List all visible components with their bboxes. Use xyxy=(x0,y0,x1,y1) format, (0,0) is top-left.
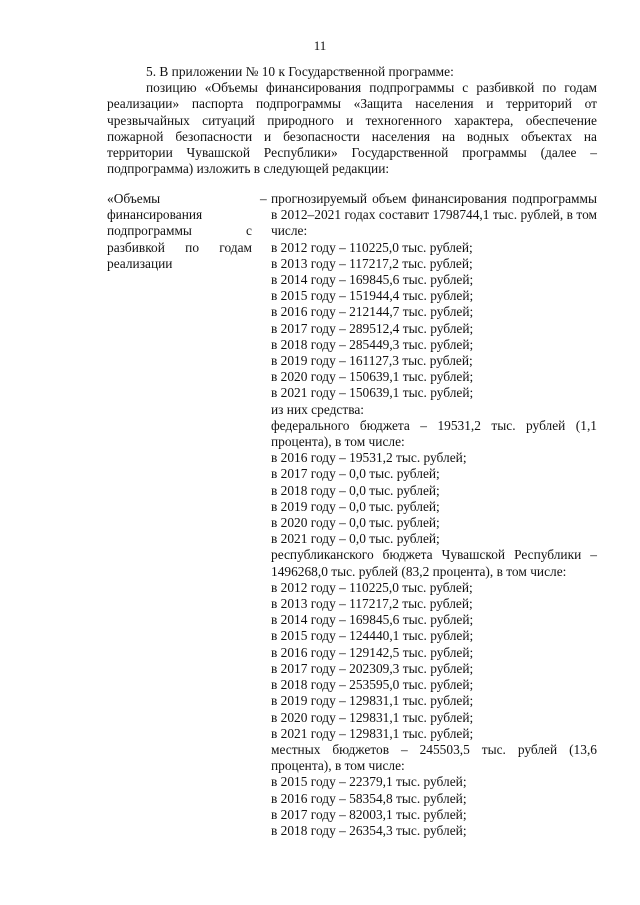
intro-heading: 5. В приложении № 10 к Государственной программе: xyxy=(146,64,454,79)
republic-budget-total: республиканского бюджета Чувашской Республики – 1496268,0 тыс. рублей (83,2 процента), в том числе: xyxy=(271,547,597,579)
funding-line: в 2020 году – 150639,1 тыс. рублей; xyxy=(271,369,474,385)
funding-line: в 2019 году – 0,0 тыс. рублей; xyxy=(271,498,440,514)
intro-body: позицию «Объемы финансирования подпрограммы с разбивкой по годам реализации» паспорта подпрограммы «Защита населения и территорий от чрезвычайных ситуаций природного и техногенного характера, обеспечение пожарной безопасности и безопасности населения на водных объектах на территории Чувашской Республики» Государственной программы (далее – подпрограмма) изложить в следующей редакции: xyxy=(107,80,597,177)
funding-line: в 2015 году – 124440,1 тыс. рублей; xyxy=(271,628,474,644)
funding-line: в 2013 году – 117217,2 тыс. рублей; xyxy=(271,255,473,271)
funding-line: в 2017 году – 289512,4 тыс. рублей; xyxy=(271,320,474,336)
funding-line: в 2014 году – 169845,6 тыс. рублей; xyxy=(271,612,474,628)
funding-line: в 2020 году – 129831,1 тыс. рублей; xyxy=(271,709,474,725)
funding-line: в 2016 году – 129142,5 тыс. рублей; xyxy=(271,644,474,660)
funding-line: в 2021 году – 0,0 тыс. рублей; xyxy=(271,531,440,547)
position-dash: – xyxy=(260,191,267,206)
funding-line: в 2016 году – 19531,2 тыс. рублей; xyxy=(271,450,467,466)
funding-line: в 2018 году – 285449,3 тыс. рублей; xyxy=(271,336,474,352)
funding-line: в 2017 году – 82003,1 тыс. рублей; xyxy=(271,806,467,822)
funding-line: в 2016 году – 212144,7 тыс. рублей; xyxy=(271,304,474,320)
position-label: «Объемы финансирования подпрограммы с разбивкой по годам реализации xyxy=(107,191,252,271)
funding-line: в 2018 году – 26354,3 тыс. рублей; xyxy=(271,822,467,838)
page-number: 11 xyxy=(313,38,327,53)
funding-line: в 2021 году – 150639,1 тыс. рублей; xyxy=(271,385,474,401)
local-budget-total: местных бюджетов – 245503,5 тыс. рублей (13,6 процента), в том числе: xyxy=(271,741,597,774)
funding-line: в 2015 году – 151944,4 тыс. рублей; xyxy=(271,288,474,304)
funding-line: в 2013 году – 117217,2 тыс. рублей; xyxy=(271,596,473,612)
funding-line: в 2021 году – 129831,1 тыс. рублей; xyxy=(271,725,474,741)
funding-line: в 2016 году – 58354,8 тыс. рублей; xyxy=(271,790,467,806)
funding-line: в 2012 году – 110225,0 тыс. рублей; xyxy=(271,239,473,255)
funding-line: в 2018 году – 253595,0 тыс. рублей; xyxy=(271,677,474,693)
funding-line: в 2017 году – 0,0 тыс. рублей; xyxy=(271,466,440,482)
funding-line: в 2012 году – 110225,0 тыс. рублей; xyxy=(271,579,473,595)
funding-line: в 2020 году – 0,0 тыс. рублей; xyxy=(271,515,440,531)
funding-total: прогнозируемый объем финансирования подпрограммы в 2012–2021 годах составит 1798744,1 тыс. рублей, в том числе: xyxy=(271,191,597,239)
funding-sources-heading: из них средства: xyxy=(271,401,365,417)
funding-line: в 2014 году – 169845,6 тыс. рублей; xyxy=(271,272,474,288)
funding-line: в 2018 году – 0,0 тыс. рублей; xyxy=(271,482,440,498)
intro-section xyxy=(107,64,597,177)
funding-line: в 2019 году – 129831,1 тыс. рублей; xyxy=(271,693,474,709)
federal-budget-total: федерального бюджета – 19531,2 тыс. рублей (1,1 процента), в том числе: xyxy=(271,417,597,450)
funding-line: в 2015 году – 22379,1 тыс. рублей; xyxy=(271,774,467,790)
funding-line: в 2019 году – 161127,3 тыс. рублей; xyxy=(271,353,473,369)
funding-details xyxy=(271,191,597,839)
funding-line: в 2017 году – 202309,3 тыс. рублей; xyxy=(271,660,474,676)
